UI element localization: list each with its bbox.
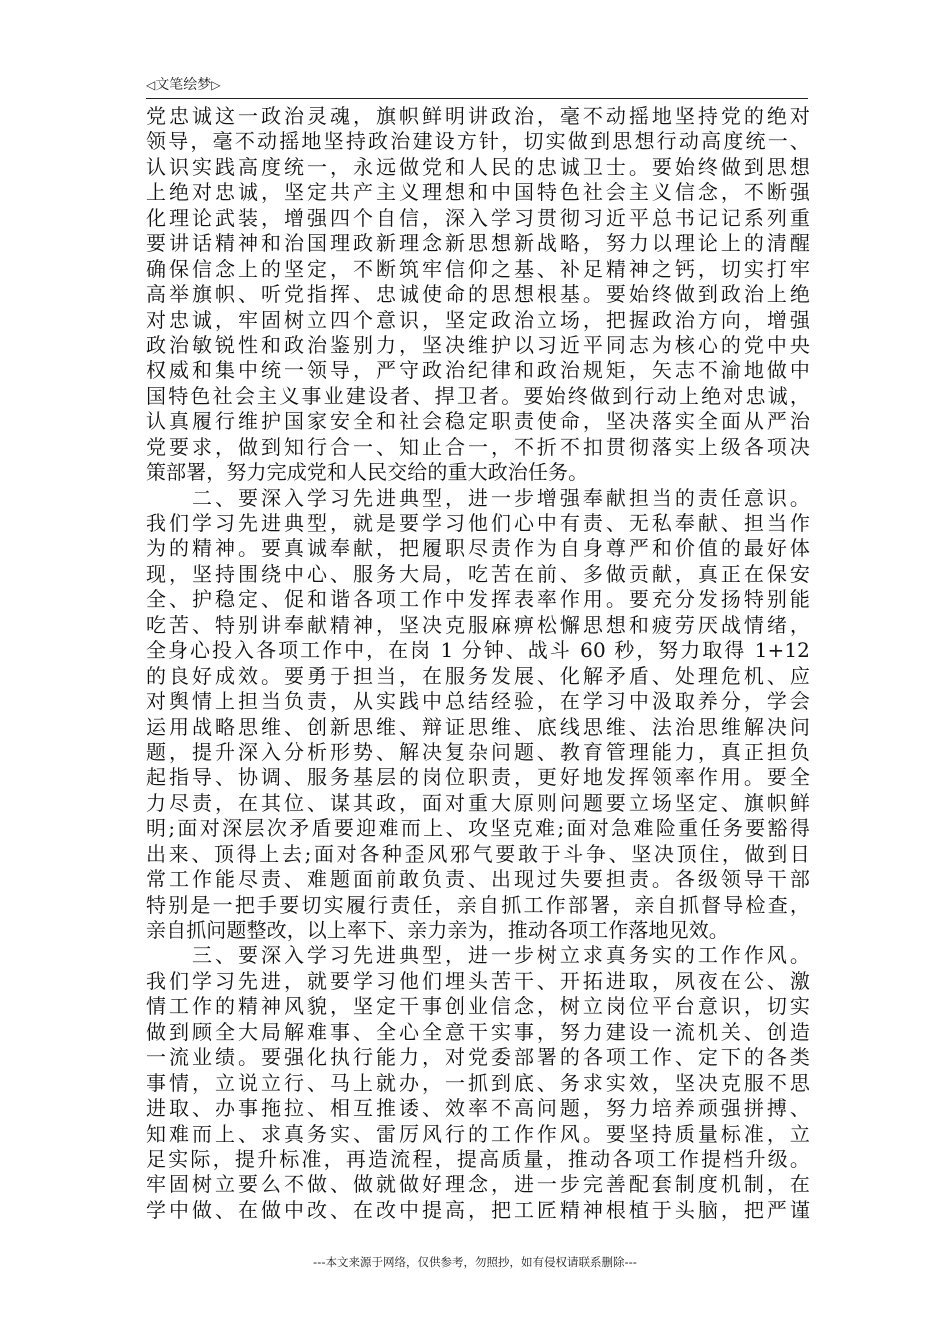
- text-line: 做到顾全大局解难事、全心全意干实事，努力建设一流机关、创造: [146, 1019, 810, 1044]
- header-brand-text: 文笔绘梦: [155, 77, 212, 93]
- text-line: 党忠诚这一政治灵魂，旗帜鲜明讲政治，毫不动摇地坚持党的绝对: [146, 104, 810, 128]
- text-line: 我们学习先进典型，就是要学习他们心中有责、无私奉献、担当作: [146, 511, 810, 535]
- text-line: 全、护稳定、促和谐各项工作中发挥表率作用。要充分发扬特别能: [146, 587, 810, 612]
- text-line: 要讲话精神和治国理政新理念新思想新战略，努力以理论上的清醒: [146, 231, 810, 256]
- header-brand-mark: [146, 76, 808, 94]
- text-line: 学中做、在做中改、在改中提高，把工匠精神根植于头脑，把严谨: [146, 1197, 810, 1222]
- text-line: 确保信念上的坚定，不断筑牢信仰之基、补足精神之钙，切实打牢: [146, 256, 810, 281]
- text-line: 出来、顶得上去;面对各种歪风邪气要敢于斗争、坚决顶住，做到日: [146, 841, 810, 866]
- text-line: 权威和集中统一领导，严守政治纪律和政治规矩，矢志不渝地做中: [146, 358, 810, 383]
- text-line: 题，提升深入分析形势、解决复杂问题、教育管理能力，真正担负: [146, 739, 810, 764]
- text-line: 力尽责，在其位、谋其政，面对重大原则问题要立场坚定、旗帜鲜: [146, 790, 810, 815]
- text-line: 化理论武装，增强四个自信，深入学习贯彻习近平总书记记系列重: [146, 205, 810, 230]
- text-line: 三、要深入学习先进典型，进一步树立求真务实的工作作风。: [146, 943, 810, 968]
- text-line: 认真履行维护国家安全和社会稳定职责使命，坚决落实全面从严治: [146, 409, 810, 434]
- text-line: 高举旗帜、听党指挥、忠诚使命的思想根基。要始终做到政治上绝: [146, 282, 810, 307]
- text-line: 党要求，做到知行合一、知止合一，不折不扣贯彻落实上级各项决: [146, 434, 810, 459]
- text-line: 政治敏锐性和政治鉴别力，坚决维护以习近平同志为核心的党中央: [146, 332, 810, 357]
- text-line: 现，坚持围绕中心、服务大局，吃苦在前、多做贡献，真正在保安: [146, 561, 810, 586]
- text-line: 起指导、协调、服务基层的岗位职责，更好地发挥领率作用。要全: [146, 765, 810, 790]
- text-line: 对舆情上担当负责，从实践中总结经验，在学习中汲取养分，学会: [146, 689, 810, 714]
- text-line: 事情，立说立行、马上就办，一抓到底、务求实效，坚决克服不思: [146, 1070, 810, 1095]
- text-line: 牢固树立要么不做、做就做好理念，进一步完善配套制度机制，在: [146, 1172, 810, 1197]
- text-line: 我们学习先进，就要学习他们埋头苦干、开拓进取，夙夜在公、激: [146, 968, 810, 993]
- left-triangle-icon: ◁: [146, 78, 156, 92]
- text-line: 上绝对忠诚，坚定共产主义理想和中国特色社会主义信念，不断强: [146, 180, 810, 205]
- text-line: 一流业绩。要强化执行能力，对党委部署的各项工作、定下的各类: [146, 1045, 810, 1070]
- document-body: [146, 104, 810, 1223]
- text-line: 常工作能尽责、难题面前敢负责、出现过失要担责。各级领导干部: [146, 867, 810, 892]
- text-line: 运用战略思维、创新思维、辩证思维、底线思维、法治思维解决问: [146, 714, 810, 739]
- text-line: 亲自抓问题整改，以上率下、亲力亲为，推动各项工作落地见效。: [146, 918, 729, 942]
- text-line: 足实际，提升标准，再造流程，提高质量，推动各项工作提档升级。: [146, 1146, 810, 1171]
- text-line: 明;面对深层次矛盾要迎难而上、攻坚克难;面对急难险重任务要豁得: [146, 816, 810, 841]
- text-line: 进取、办事拖拉、相互推诿、效率不高问题，努力培养顽强拼搏、: [146, 1096, 810, 1121]
- text-line: 对忠诚，牢固树立四个意识，坚定政治立场，把握政治方向，增强: [146, 307, 810, 332]
- text-line: 国特色社会主义事业建设者、捍卫者。要始终做到行动上绝对忠诚，: [146, 383, 810, 408]
- text-line: 二、要深入学习先进典型，进一步增强奉献担当的责任意识。: [146, 485, 810, 510]
- footer-disclaimer: ---本文来源于网络，仅供参考，勿照抄，如有侵权请联系删除---: [313, 1255, 637, 1269]
- text-line: 特别是一把手要切实履行责任，亲自抓工作部署，亲自抓督导检查，: [146, 892, 810, 917]
- text-line: 领导，毫不动摇地坚持政治建设方针，切实做到思想行动高度统一、: [146, 129, 810, 154]
- right-triangle-icon: ▷: [211, 78, 221, 92]
- text-line: 认识实践高度统一，永远做党和人民的忠诚卫士。要始终做到思想: [146, 154, 810, 179]
- text-line: 情工作的精神风貌，坚定干事创业信念，树立岗位平台意识，切实: [146, 994, 810, 1019]
- text-line: 全身心投入各项工作中，在岗 1 分钟、战斗 60 秒，努力取得 1+12: [146, 638, 810, 663]
- text-line: 策部署，努力完成党和人民交给的重大政治任务。: [146, 460, 589, 485]
- page-header: [146, 76, 808, 99]
- text-line: 的良好成效。要勇于担当，在服务发展、化解矛盾、处理危机、应: [146, 663, 810, 688]
- text-line: 知难而上、求真务实、雷厉风行的工作作风。要坚持质量标准，立: [146, 1121, 810, 1146]
- text-line: 吃苦、特别讲奉献精神，坚决克服麻痹松懈思想和疲劳厌战情绪，: [146, 612, 810, 637]
- text-line: 为的精神。要真诚奉献，把履职尽责作为自身尊严和价值的最好体: [146, 536, 810, 561]
